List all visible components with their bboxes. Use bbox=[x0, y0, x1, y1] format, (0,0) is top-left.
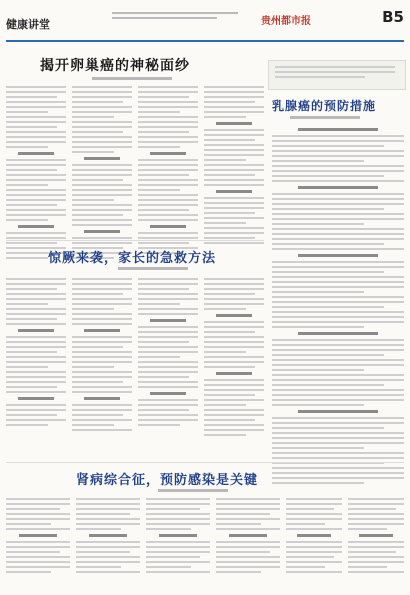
article-column bbox=[72, 278, 132, 434]
article-column bbox=[138, 278, 198, 429]
article-column bbox=[76, 498, 140, 576]
article-column bbox=[138, 86, 198, 257]
note-line bbox=[275, 66, 395, 68]
header-info bbox=[112, 12, 252, 22]
section-divider bbox=[6, 462, 404, 463]
article-column bbox=[286, 498, 342, 576]
byline bbox=[290, 116, 360, 119]
header-rule bbox=[6, 40, 404, 42]
headline-breast-cancer: 乳腺癌的预防措施 bbox=[272, 99, 377, 113]
note-line bbox=[275, 71, 395, 73]
article-column bbox=[6, 498, 70, 576]
headline-convulsion: 惊厥来袭，家长的急救方法 bbox=[48, 251, 217, 266]
article-column bbox=[6, 278, 66, 429]
section-tag: 健康讲堂 bbox=[6, 18, 50, 31]
headline-nephrotic-syndrome: 肾病综合征，预防感染是关键 bbox=[76, 473, 259, 488]
byline bbox=[92, 77, 172, 80]
header-info-line bbox=[112, 12, 238, 14]
header-info-line bbox=[112, 17, 217, 19]
article-column bbox=[216, 498, 280, 576]
article-column-right bbox=[272, 124, 404, 487]
masthead-logo: 贵州都市报 bbox=[261, 16, 311, 27]
article-column bbox=[6, 86, 66, 262]
article-column bbox=[72, 86, 132, 262]
article-column bbox=[204, 86, 264, 247]
note-line bbox=[275, 76, 365, 78]
article-column bbox=[204, 278, 264, 439]
headline-ovarian-cancer: 揭开卵巢癌的神秘面纱 bbox=[40, 58, 190, 74]
byline bbox=[158, 489, 228, 492]
page-header bbox=[6, 4, 404, 44]
byline bbox=[118, 267, 188, 270]
editor-note-box bbox=[268, 60, 406, 90]
section-divider bbox=[6, 240, 264, 241]
page-number: B5 bbox=[382, 8, 404, 26]
article-column bbox=[146, 498, 210, 576]
article-column bbox=[348, 498, 404, 576]
